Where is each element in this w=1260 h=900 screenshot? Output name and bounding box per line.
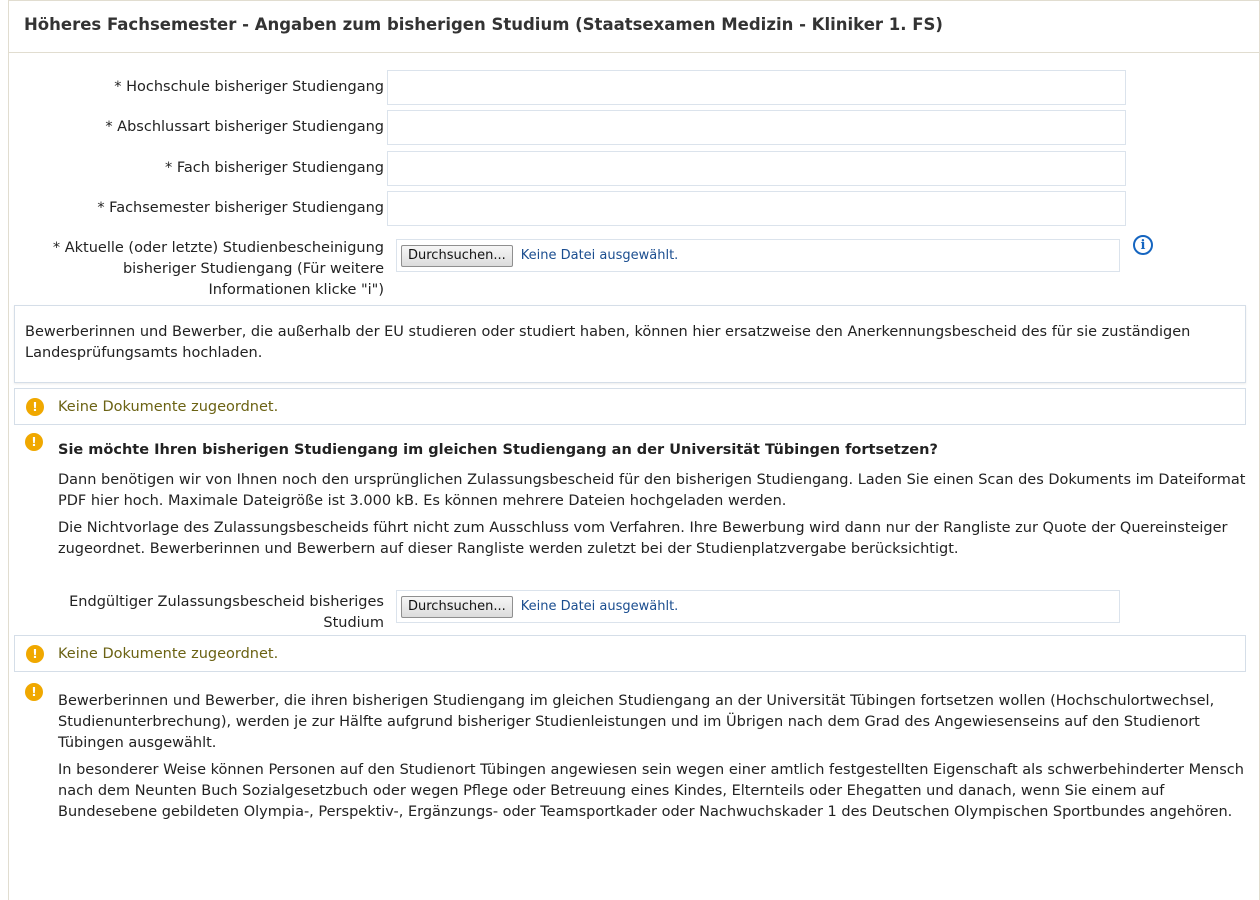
abschlussart-input-wrap (387, 110, 1126, 145)
upload-label-line: Endgültiger Zulassungsbescheid bisheriges (69, 594, 384, 610)
upload-label-line: Studium (323, 615, 384, 631)
section-question: Sie möchte Ihren bisherigen Studiengang im gleichen Studiengang an der Universität Tübingen fortsetzen? (58, 442, 938, 458)
browse-button[interactable]: Durchsuchen... (401, 596, 513, 618)
alert-text: Keine Dokumente zugeordnet. (58, 645, 279, 662)
abschlussart-input[interactable] (388, 111, 1125, 144)
upload-label-studienbescheinigung (53, 238, 384, 301)
warning-icon: ! (26, 398, 44, 416)
section-paragraph: Bewerberinnen und Bewerber, die ihren bisherigen Studiengang im gleichen Studiengang an der Universität Tübingen fortsetzen wollen (Hochschulortwechsel, Studienunterbrechung), werden je zur Hälfte aufgrund bisheriger Studienleistungen und im Übrigen nach dem Grad des Angewiesenseins auf den Studienort Tübingen ausgewählt. (58, 693, 1215, 751)
upload-label-line: * Aktuelle (oder letzte) Studienbescheinigung (52, 240, 384, 256)
section-paragraph: Dann benötigen wir von Ihnen noch den ursprünglichen Zulassungsbescheid für den bisherigen Studiengang. Laden Sie einen Scan des Dokuments im Dateiformat PDF hier hoch. Maximale Dateigröße ist 3.000 kB. Es können mehrere Dateien hochgeladen werden. (58, 472, 1246, 509)
fach-input-wrap (387, 151, 1126, 186)
hochschule-input-wrap (387, 70, 1126, 105)
warning-icon: ! (26, 645, 44, 663)
hochschule-input[interactable] (388, 71, 1125, 104)
upload-label-line: bisheriger Studiengang (Für weitere (122, 261, 384, 277)
page-title: Höheres Fachsemester - Angaben zum bisherigen Studium (Staatsexamen Medizin - Kliniker 1. FS) (24, 15, 943, 34)
fachsemester-input[interactable] (388, 192, 1125, 225)
upload-label-zulassungsbescheid (69, 592, 384, 634)
section-header (8, 0, 1260, 53)
section-paragraph: Die Nichtvorlage des Zulassungsbescheids führt nicht zum Ausschluss vom Verfahren. Ihre Bewerbung wird dann nur der Rangliste zur Quote der Quereinsteiger zugeordnet. Bewerberinnen und Bewerbern auf dieser Rangliste werden zuletzt bei der Studienplatzvergabe berücksichtigt. (58, 520, 1228, 557)
fachsemester-input-wrap (387, 191, 1126, 226)
info-section-fortsetzen (58, 440, 1248, 566)
info-icon[interactable]: i (1133, 235, 1153, 255)
warning-icon: ! (25, 433, 43, 451)
zulassungsbescheid-file-input[interactable] (396, 590, 1120, 623)
studienbescheinigung-file-input[interactable] (396, 239, 1120, 272)
file-status: Keine Datei ausgewählt. (520, 248, 679, 263)
field-label-fachsemester: * Fachsemester bisheriger Studiengang (97, 200, 384, 216)
field-label-fach: * Fach bisheriger Studiengang (164, 160, 384, 176)
note-text: Bewerberinnen und Bewerber, die außerhalb der EU studieren oder studiert haben, können hier ersatzweise den Anerkennungsbescheid des für sie zuständigen Landesprüfungsamts hochladen. (25, 324, 1191, 361)
section-paragraph: In besonderer Weise können Personen auf den Studienort Tübingen angewiesen sein wegen einer amtlich festgestellten Eigenschaft als schwerbehinderter Mensch nach dem Neunten Buch Sozialgesetzbuch oder wegen Pflege oder Betreuung eines Kindes, Elternteils oder Ehegatten und danach, wenn Sie einem auf Bundesebene gebildeten Olympia-, Perspektiv-, Ergänzungs- oder Teamsportkader oder Nachwuchskader 1 des Deutschen Olympischen Sportbundes angehören. (58, 762, 1244, 820)
alert-text: Keine Dokumente zugeordnet. (58, 398, 279, 415)
no-documents-alert (14, 388, 1246, 425)
field-label-hochschule: * Hochschule bisheriger Studiengang (114, 79, 384, 95)
upload-label-line: Informationen klicke "i") (208, 282, 384, 298)
file-status: Keine Datei ausgewählt. (520, 599, 679, 614)
browse-button[interactable]: Durchsuchen... (401, 245, 513, 267)
note-box-eu (14, 305, 1246, 383)
info-section-auswahl (58, 691, 1248, 829)
field-label-abschlussart: * Abschlussart bisheriger Studiengang (105, 119, 384, 135)
warning-icon: ! (25, 683, 43, 701)
fach-input[interactable] (388, 152, 1125, 185)
no-documents-alert (14, 635, 1246, 672)
